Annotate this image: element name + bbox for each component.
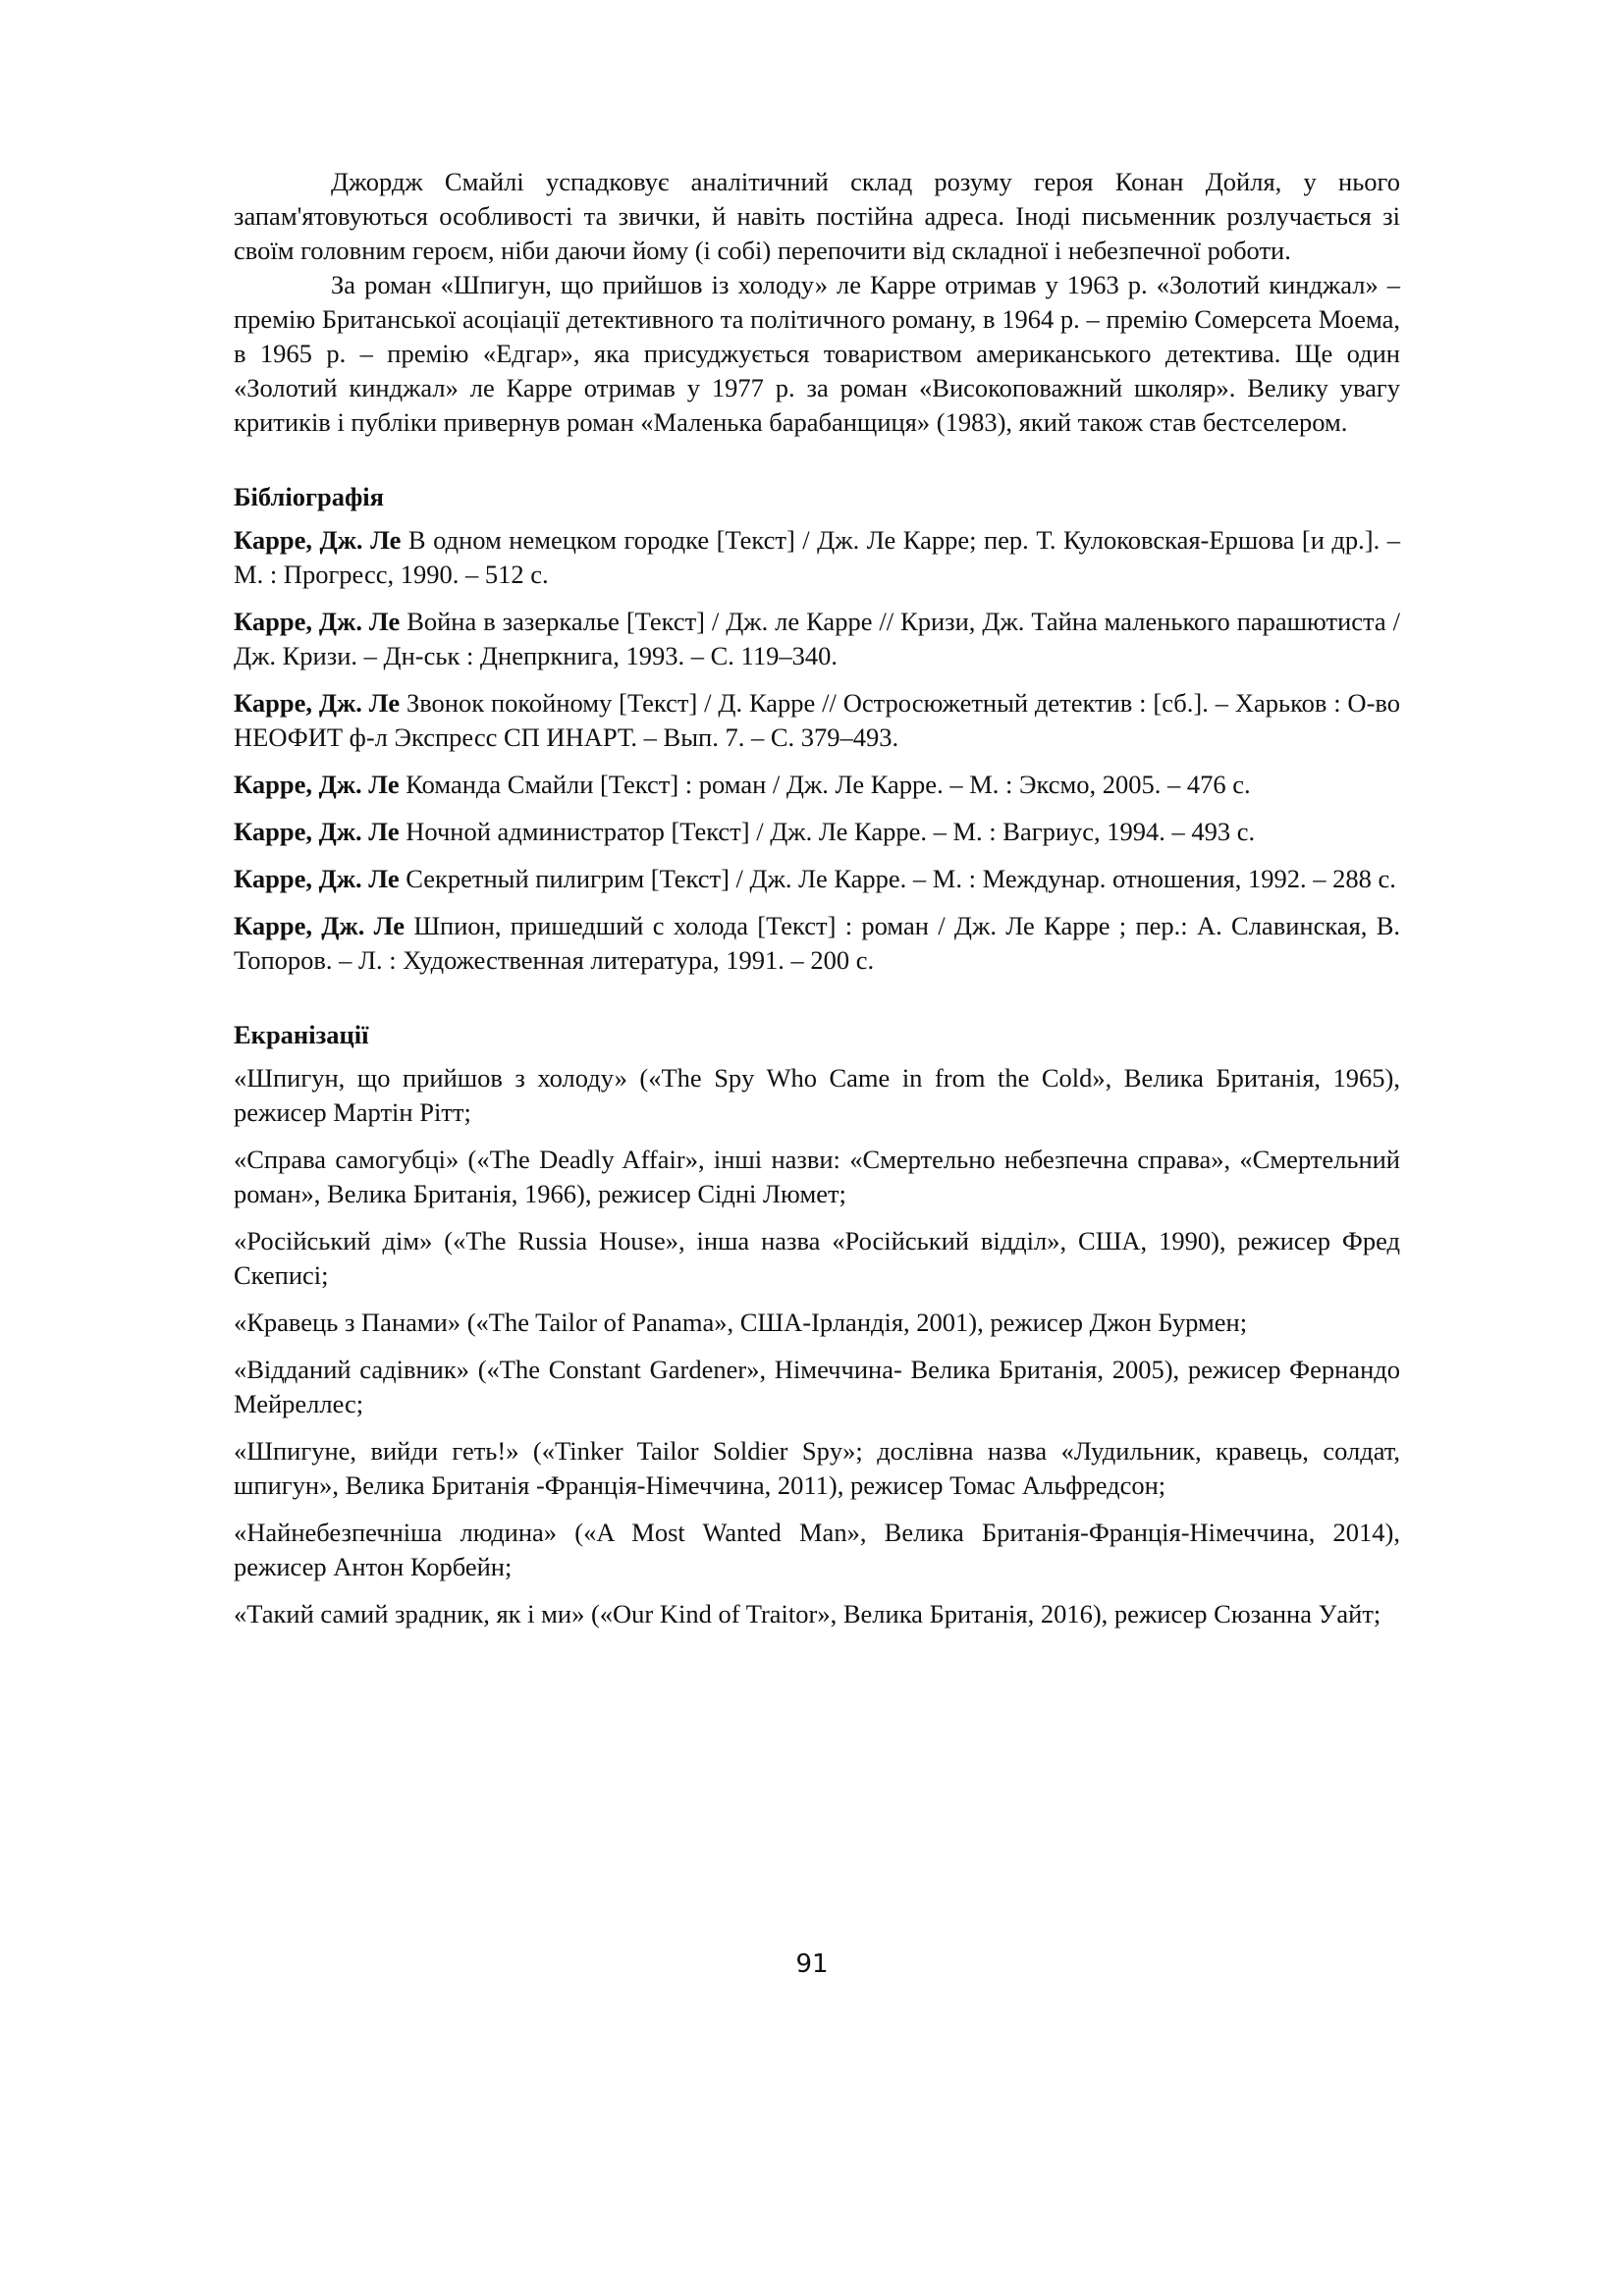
bibliography-heading: Бібліографія	[234, 482, 385, 511]
adaptation-item: «Шпигун, що прийшов з холоду» («The Spy Who Came in from the Cold», Велика Британія, 1965), режисер Мартін Рітт;	[234, 1063, 1400, 1127]
entry-author: Карре, Дж. Ле	[234, 817, 400, 846]
entry-text: Война в зазеркалье [Текст] / Дж. ле Карре // Кризи, Дж. Тайна маленького парашютиста / Дж. Кризи. – Дн-ськ : Днепркнига, 1993. – С. 119–340.	[234, 607, 1400, 670]
adaptations-heading: Екранізації	[234, 1020, 369, 1049]
entry-author: Карре, Дж. Ле	[234, 525, 402, 555]
intro-paragraph: За роман «Шпигун, що прийшов із холоду» ле Карре отримав у 1963 р. «Золотий кинджал» – премію Британської асоціації детективного та політичного роману, в 1964 р. – премію Сомерсета Моема, в 1965 р. – премію «Едгар», яка присуджується товариством американського детектива. Ще один «Золотий кинджал» ле Карре отримав у 1977 р. за роман «Високоповажний школяр». Велику увагу критиків і публіки привернув роман «Маленька барабанщиця» (1983), який також став бестселером.	[234, 270, 1400, 437]
bibliography-entry	[234, 605, 1400, 673]
entry-text: Ночной администратор [Текст] / Дж. Ле Карре. – М. : Вагриус, 1994. – 493 с.	[399, 817, 1256, 846]
bibliography-entry	[234, 686, 1400, 755]
bibliography-entry	[234, 523, 1400, 592]
entry-author: Карре, Дж. Ле	[234, 770, 400, 799]
entry-text: Шпион, пришедший с холода [Текст] : роман / Дж. Ле Карре ; пер.: А. Славинская, В. Топоров. – Л. : Художественная литература, 1991. – 200 с.	[234, 911, 1400, 975]
entry-text: Секретный пилигрим [Текст] / Дж. Ле Карре. – М. : Междунар. отношения, 1992. – 288 с.	[399, 864, 1396, 893]
adaptations-list	[234, 1061, 1400, 1631]
intro-paragraph: Джордж Смайлі успадковує аналітичний склад розуму героя Конан Дойля, у нього запам'ятовуються особливості та звички, й навіть постійна адреса. Іноді письменник розлучається зі своїм головним героєм, ніби даючи йому (і собі) перепочити від складної і небезпечної роботи.	[234, 167, 1400, 265]
bibliography-entry	[234, 862, 1400, 896]
adaptation-item: «Російський дім» («The Russia House», інша назва «Російський відділ», США, 1990), режисер Фред Скеписі;	[234, 1226, 1400, 1290]
adaptation-item: «Кравець з Панами» («The Tailor of Panama», США-Ірландія, 2001), режисер Джон Бурмен;	[234, 1308, 1248, 1337]
entry-text: Команда Смайли [Текст] : роман / Дж. Ле Карре. – М. : Эксмо, 2005. – 476 с.	[399, 770, 1251, 799]
entry-author: Карре, Дж. Ле	[234, 688, 401, 718]
adaptation-item: «Найнебезпечніша людина» («A Most Wanted Man», Велика Британія-Франція-Німеччина, 2014), режисер Антон Корбейн;	[234, 1518, 1400, 1581]
adaptation-item: «Справа самогубці» («The Deadly Affair», інші назви: «Смертельно небезпечна справа», «Смертельний роман», Велика Британія, 1966), режисер Сідні Люмет;	[234, 1145, 1400, 1208]
entry-author: Карре, Дж. Ле	[234, 911, 406, 940]
bibliography-entry	[234, 768, 1400, 802]
adaptation-item: «Шпигуне, вийди геть!» («Tinker Tailor Soldier Spy»; дослівна назва «Лудильник, кравець, солдат, шпигун», Велика Британія -Франція-Німеччина, 2011), режисер Томас Альфредсон;	[234, 1436, 1400, 1500]
entry-author: Карре, Дж. Ле	[234, 607, 401, 636]
bibliography-entry	[234, 815, 1400, 849]
bibliography-list	[234, 523, 1400, 978]
page-number: 91	[795, 1949, 829, 1979]
bibliography-entry	[234, 909, 1400, 978]
entry-text: В одном немецком городке [Текст] / Дж. Ле Карре; пер. Т. Кулоковская-Ершова [и др.]. – М. : Прогресс, 1990. – 512 с.	[234, 525, 1400, 589]
adaptation-item: «Такий самий зрадник, як і ми» («Our Kind of Traitor», Велика Британія, 2016), режисер Сюзанна Уайт;	[234, 1599, 1381, 1629]
document-page	[234, 165, 1400, 1644]
entry-text: Звонок покойному [Текст] / Д. Карре // Остросюжетный детектив : [сб.]. – Харьков : О-во НЕОФИТ ф-л Экспресс СП ИНАРТ. – Вып. 7. – С. 379–493.	[234, 688, 1400, 752]
adaptation-item: «Відданий садівник» («The Constant Gardener», Німеччина- Велика Британія, 2005), режисер Фернандо Мейреллес;	[234, 1355, 1400, 1418]
entry-author: Карре, Дж. Ле	[234, 864, 400, 893]
